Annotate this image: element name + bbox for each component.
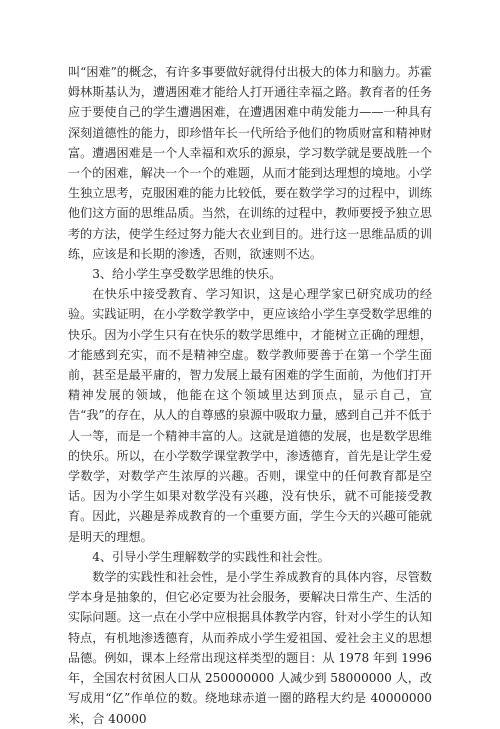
section-heading-3: 3、给小学生享受数学思维的快乐。 bbox=[92, 267, 282, 282]
paragraph-3: 数学的实践性和社会性，是小学生养成教育的具体内容，尽管数学本身是抽象的，但它必定要为社会服务，要解决日常生产、生活的实际问题。这一点在小学中应根据具体教学内容，针对小学生的认知特点，有机地渗透德育，从而养成小学生爱祖国、爱社会主义的思想品德。例如，课本上经常出现这样类型的题目：从 1978 年到 1996 年，全国农村贫困人口从 250000000 人减少到 58000000 人，改写成用“亿”作单位的数。绕地球赤道一圈的路程大约是 40000000 米，合 40000 bbox=[68, 570, 432, 726]
paragraph-2: 在快乐中接受教育、学习知识，这是心理学家已研究成功的经验。实践证明，在小学数学教学中，更应该给小学生享受数学思维的快乐。因为小学生只有在快乐的数学思维中，才能树立正确的理想，才能感到充实，而不是精神空虚。数学教师要善于在第一个学生面前，甚至是最平庸的，智力发展上最有困难的学生面前，为他们打开精神发展的领域，他能在这个领域里达到顶点，显示自己，宣告“我”的存在，从人的自尊感的泉源中吸取力量，感到自己并不低于人一等，而是一个精神丰富的人。这就是道德的发展，也是数学思维的快乐。所以，在小学数学课堂教学中，渗透德育，首先是让学生爱学数学，对数学产生浓厚的兴趣。否则，课堂中的任何教育都是空话。因为小学生如果对数学没有兴趣，没有快乐，就不可能接受教育。因此，兴趣是养成教育的一个重要方面，学生今天的兴趣可能就是明天的理想。 bbox=[68, 287, 432, 544]
paragraph-1: 叫“困难”的概念，有许多事要做好就得付出极大的体力和脑力。苏霍姆林斯基认为，遭遇困难才能给人打开通往幸福之路。教育者的任务应于要使自己的学生遭遇困难，在遭遇困难中萌发能力——一种具有深刻道德性的能力，即珍惜年长一代所给予他们的物质财富和精神财富。遭遇困难是一个人幸福和欢乐的源泉，学习数学就是要战胜一个一个的困难，解决一个一个的难题，从而才能到达理想的境地。小学生独立思考，克服困难的能力比较低，要在数学学习的过程中，训练他们这方面的思维品质。当然，在训练的过程中，教师要授予独立思考的方法，使学生经过努力能大衣业到目的。进行这一思维品质的训练，应该是和长期的渗透，否则，欲速则不达。 bbox=[68, 65, 432, 261]
document-body bbox=[68, 62, 432, 729]
section-heading-4: 4、引导小学生理解数学的实践性和社会性。 bbox=[92, 549, 330, 564]
